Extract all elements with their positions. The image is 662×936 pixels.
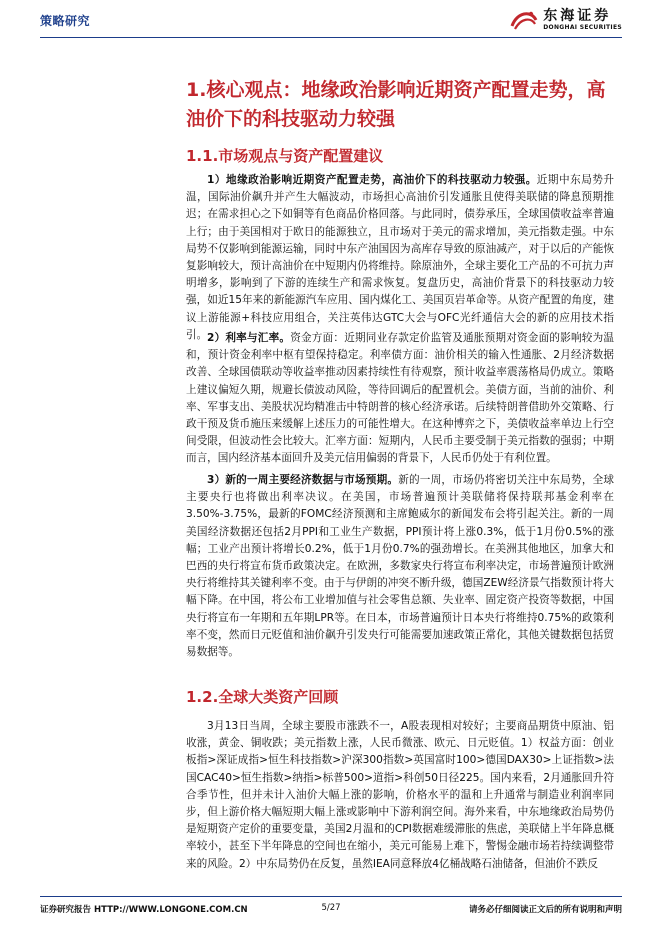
paragraph-weekly-outlook-lead: 3）新的一周主要经济数据与市场预期。 bbox=[207, 474, 399, 486]
header-rule bbox=[40, 37, 622, 38]
paragraph-geopolitics-body: 近期中东局势升温，国际油价飙升并产生大幅波动，市场担心高油价引发通胀且使得美联储的降息预期推迟；在需求担心之下如铜等有色商品价格回落。与此同时，债券承压，全球国债收益率普遍上行；由于美国相对于欧日的能源独立，且市场对于美元的需求增加，美元指数走强。中东局势不仅影响到能源运输，同时中东产油国因为高库存导致的原油减产，对于以后的产能恢复影响较大，预计高油价在中短期内仍将维持。除原油外，全球主要化工产品的不可抗力声明增多，影响到了下游的连续生产和需求恢复。复盘历史，高油价背景下的科技驱动力较强，如近15年来的新能源汽车应用、国内煤化工、美国页岩革命等。从资产配置的角度，建议上游能源+科技应用组合，关注英伟达GTC大会与OFC光纤通信大会的新的应用技术指引。 bbox=[186, 174, 614, 341]
paragraph-rates-fx-lead: 2）利率与汇率。 bbox=[207, 332, 291, 344]
paragraph-geopolitics bbox=[186, 172, 614, 344]
header-section-label: 策略研究 bbox=[40, 14, 91, 28]
footer-disclaimer: 请务必仔细阅读正文后的所有说明和声明 bbox=[468, 905, 622, 915]
paragraph-rates-fx-body: 资金方面：近期同业存款定价监管及通胀预期对资金面的影响较为温和，预计资金利率中枢有望保持稳定。利率债方面：油价相关的输入性通胀、2月经济数据改善、全球国债联动等收益率推动因素持续性有待观察，预计收益率震荡格局仍成立。策略上建议偏短久期，规避长债波动风险，等待回调后的配置机会。美债方面，当前的油价、利率、军事支出、美股状况均精准击中特朗普的核心经济承诺。后续特朗普借助外交策略、行政干预及货币施压来缓解上述压力的可能性增大。在这种博弈之下，美债收益率单边上行空间受限，但波动性会比较大。汇率方面：短期内，人民币主要受制于美元指数的强弱；中期而言，国内经济基本面回升及美元信用偏弱的背景下，人民币仍处于有利位置。 bbox=[186, 332, 614, 465]
logo-chinese-name: 东海证券 bbox=[543, 8, 612, 24]
footer-rule bbox=[40, 896, 622, 897]
donghai-logo-icon bbox=[509, 8, 539, 32]
heading-core-view: 1.核心观点：地缘政治影响近期资产配置走势，高油价下的科技驱动力较强 bbox=[186, 79, 606, 130]
heading-market-view: 1.1.市场观点与资产配置建议 bbox=[186, 147, 384, 165]
footer-report-url: 证券研究报告 HTTP://WWW.LONGONE.COM.CN bbox=[40, 905, 248, 915]
paragraph-rates-fx bbox=[186, 330, 614, 468]
logo-english-name: DONGHAI SECURITIES bbox=[543, 24, 622, 31]
heading-asset-review: 1.2.全球大类资产回顾 bbox=[186, 688, 339, 706]
paragraph-weekly-outlook-body: 新的一周，市场仍将密切关注中东局势，全球主要央行也将做出利率决议。在美国，市场普遍预计美联储将保持联邦基金利率在3.50%-3.75%，最新的FOMC经济预测和主席鲍威尔的新闻发布会将引起关注。新的一周美国经济数据还包括2月PPI和工业生产数据，PPI预计将上涨0.3%，低于1月份0.5%的涨幅；工业产出预计将增长0.2%，低于1月份0.7%的强劲增长。在美洲其他地区，加拿大和巴西的央行将宣布货币政策决定。在欧洲，多数家央行将宣布利率决定，市场普遍预计欧洲央行将维持其关键利率不变。由于与伊朗的冲突不断升级，德国ZEW经济景气指数预计将大幅下降。在中国，将公布工业增加值与社会零售总额、失业率、固定资产投资等数据，中国央行将宣布一年期和五年期LPR等。在日本，市场普遍预计日本央行将维持0.75%的政策利率不变，然而日元贬值和油价飙升引发央行可能需要加速政策正常化，其他关键数据包括贸易数据等。 bbox=[186, 474, 615, 659]
paragraph-geopolitics-lead: 1）地缘政治影响近期资产配置走势，高油价下的科技驱动力较强。 bbox=[207, 174, 537, 186]
paragraph-weekly-outlook bbox=[186, 472, 614, 661]
paragraph-asset-review-body: 3月13日当周，全球主要股市涨跌不一，A股表现相对较好；主要商品期货中原油、铝收涨，黄金、铜收跌；美元指数上涨，人民币微涨、欧元、日元贬值。1）权益方面：创业板指>深证成指>恒生科技指数>沪深300指数>英国富时100>德国DAX30>上证指数>法国CAC40>恒生指数>纳指>标普500>道指>科创50日径225。国内来看，2月通胀回升符合季节性，但并未计入油价大幅上涨的影响，价格水平的温和上升通常与制造业利润率同步，但上游价格大幅短期大幅上涨或影响中下游利润空间。海外来看，中东地缘政治局势仍是短期资产定价的重要变量，美国2月温和的CPI数据难缓滞胀的焦虑，美联储上半年降息概率较小，甚至下半年降息的空间也在缩小，美元可能易上难下，警惕金融市场若持续调整带来的风险。2）中东局势仍在反复，虽然IEA同意释放4亿桶战略石油储备，但油价不跌反 bbox=[186, 720, 614, 870]
paragraph-asset-review bbox=[186, 718, 614, 873]
footer-page-number: 5/27 bbox=[321, 903, 341, 913]
header-logo bbox=[509, 8, 622, 32]
